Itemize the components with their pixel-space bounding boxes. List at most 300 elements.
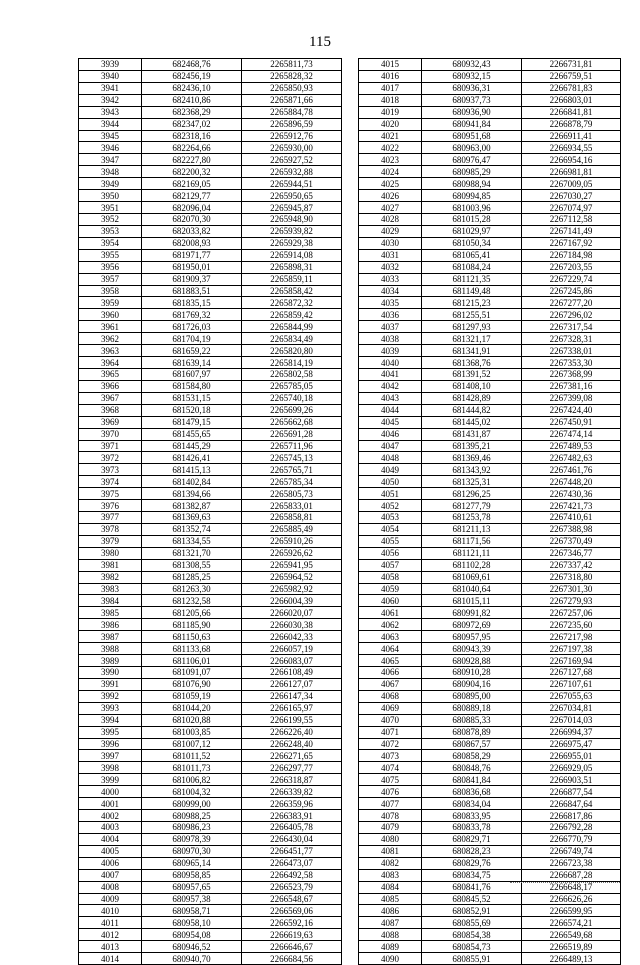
point-number-cell: 3990 bbox=[79, 667, 142, 679]
x-coordinate-cell: 681076,90 bbox=[142, 678, 242, 690]
table-row bbox=[359, 345, 621, 357]
table-row bbox=[79, 810, 342, 822]
table-row bbox=[79, 368, 342, 380]
y-coordinate-cell: 2266954,16 bbox=[522, 154, 621, 166]
y-coordinate-cell: 2266911,41 bbox=[522, 130, 621, 142]
table-row bbox=[359, 452, 621, 464]
table-row bbox=[79, 464, 342, 476]
table-row bbox=[79, 249, 342, 261]
point-number-cell: 3954 bbox=[79, 237, 142, 249]
table-row bbox=[79, 213, 342, 225]
table-row bbox=[359, 583, 621, 595]
point-number-cell: 4071 bbox=[359, 726, 422, 738]
x-coordinate-cell: 680829,76 bbox=[422, 857, 522, 869]
y-coordinate-cell: 2267055,63 bbox=[522, 690, 621, 702]
x-coordinate-cell: 681040,64 bbox=[422, 583, 522, 595]
point-number-cell: 4006 bbox=[79, 857, 142, 869]
y-coordinate-cell: 2267112,58 bbox=[522, 213, 621, 225]
table-row bbox=[359, 428, 621, 440]
table-row bbox=[79, 929, 342, 941]
table-row bbox=[359, 261, 621, 273]
x-coordinate-cell: 680957,65 bbox=[142, 881, 242, 893]
y-coordinate-cell: 2267461,76 bbox=[522, 464, 621, 476]
y-coordinate-cell: 2267337,42 bbox=[522, 559, 621, 571]
table-row bbox=[79, 476, 342, 488]
table-row bbox=[359, 905, 621, 917]
x-coordinate-cell: 680834,75 bbox=[422, 869, 522, 881]
point-number-cell: 4085 bbox=[359, 893, 422, 905]
x-coordinate-cell: 681044,20 bbox=[142, 702, 242, 714]
y-coordinate-cell: 2267074,97 bbox=[522, 202, 621, 214]
point-number-cell: 3981 bbox=[79, 559, 142, 571]
point-number-cell: 3986 bbox=[79, 619, 142, 631]
x-coordinate-cell: 681263,30 bbox=[142, 583, 242, 595]
x-coordinate-cell: 681402,84 bbox=[142, 476, 242, 488]
x-coordinate-cell: 681835,15 bbox=[142, 297, 242, 309]
x-coordinate-cell: 680852,91 bbox=[422, 905, 522, 917]
y-coordinate-cell: 2266592,16 bbox=[242, 917, 342, 929]
table-row bbox=[359, 643, 621, 655]
y-coordinate-cell: 2265834,49 bbox=[242, 333, 342, 345]
y-coordinate-cell: 2267184,98 bbox=[522, 249, 621, 261]
x-coordinate-cell: 681479,15 bbox=[142, 416, 242, 428]
x-coordinate-cell: 680828,23 bbox=[422, 845, 522, 857]
table-row bbox=[359, 273, 621, 285]
table-row bbox=[79, 547, 342, 559]
point-number-cell: 4046 bbox=[359, 428, 422, 440]
y-coordinate-cell: 2267388,98 bbox=[522, 523, 621, 535]
table-row bbox=[359, 559, 621, 571]
point-number-cell: 4074 bbox=[359, 762, 422, 774]
y-coordinate-cell: 2267127,68 bbox=[522, 667, 621, 679]
point-number-cell: 3996 bbox=[79, 738, 142, 750]
y-coordinate-cell: 2266451,77 bbox=[242, 845, 342, 857]
x-coordinate-cell: 680928,88 bbox=[422, 655, 522, 667]
point-number-cell: 4057 bbox=[359, 559, 422, 571]
point-number-cell: 3973 bbox=[79, 464, 142, 476]
point-number-cell: 3985 bbox=[79, 607, 142, 619]
table-row bbox=[359, 285, 621, 297]
table-row bbox=[359, 786, 621, 798]
point-number-cell: 4025 bbox=[359, 178, 422, 190]
y-coordinate-cell: 2266127,07 bbox=[242, 678, 342, 690]
y-coordinate-cell: 2266549,68 bbox=[522, 929, 621, 941]
point-number-cell: 3939 bbox=[79, 59, 142, 71]
x-coordinate-cell: 681205,66 bbox=[142, 607, 242, 619]
x-coordinate-cell: 681015,11 bbox=[422, 595, 522, 607]
table-row bbox=[359, 822, 621, 834]
table-row bbox=[79, 953, 342, 965]
table-row bbox=[79, 726, 342, 738]
x-coordinate-cell: 681011,52 bbox=[142, 750, 242, 762]
table-row bbox=[79, 833, 342, 845]
y-coordinate-cell: 2266489,13 bbox=[522, 953, 621, 965]
y-coordinate-cell: 2265964,52 bbox=[242, 571, 342, 583]
y-coordinate-cell: 2266817,86 bbox=[522, 810, 621, 822]
table-row bbox=[79, 428, 342, 440]
table-row bbox=[359, 762, 621, 774]
y-coordinate-cell: 2265765,71 bbox=[242, 464, 342, 476]
coordinates-table-right bbox=[358, 58, 621, 965]
table-row bbox=[79, 452, 342, 464]
table-row bbox=[79, 607, 342, 619]
table-row bbox=[79, 917, 342, 929]
y-coordinate-cell: 2265930,00 bbox=[242, 142, 342, 154]
y-coordinate-cell: 2267030,27 bbox=[522, 190, 621, 202]
table-row bbox=[79, 690, 342, 702]
table-row bbox=[359, 118, 621, 130]
x-coordinate-cell: 681003,96 bbox=[422, 202, 522, 214]
x-coordinate-cell: 681011,73 bbox=[142, 762, 242, 774]
point-number-cell: 4013 bbox=[79, 941, 142, 953]
point-number-cell: 3979 bbox=[79, 535, 142, 547]
y-coordinate-cell: 2265929,38 bbox=[242, 237, 342, 249]
x-coordinate-cell: 680991,82 bbox=[422, 607, 522, 619]
x-coordinate-cell: 680957,95 bbox=[422, 631, 522, 643]
point-number-cell: 4026 bbox=[359, 190, 422, 202]
point-number-cell: 4044 bbox=[359, 404, 422, 416]
x-coordinate-cell: 681171,56 bbox=[422, 535, 522, 547]
y-coordinate-cell: 2267317,54 bbox=[522, 321, 621, 333]
y-coordinate-cell: 2265740,18 bbox=[242, 392, 342, 404]
table-row bbox=[359, 655, 621, 667]
point-number-cell: 4038 bbox=[359, 333, 422, 345]
y-coordinate-cell: 2267034,81 bbox=[522, 702, 621, 714]
point-number-cell: 3950 bbox=[79, 190, 142, 202]
table-row bbox=[359, 690, 621, 702]
table-row bbox=[359, 798, 621, 810]
x-coordinate-cell: 681415,13 bbox=[142, 464, 242, 476]
y-coordinate-cell: 2266687,28 bbox=[522, 869, 621, 881]
table-row bbox=[79, 130, 342, 142]
point-number-cell: 4069 bbox=[359, 702, 422, 714]
y-coordinate-cell: 2266841,81 bbox=[522, 106, 621, 118]
table-row bbox=[79, 345, 342, 357]
x-coordinate-cell: 682264,66 bbox=[142, 142, 242, 154]
x-coordinate-cell: 680937,73 bbox=[422, 94, 522, 106]
x-coordinate-cell: 681431,87 bbox=[422, 428, 522, 440]
y-coordinate-cell: 2265858,81 bbox=[242, 512, 342, 524]
x-coordinate-cell: 680943,39 bbox=[422, 643, 522, 655]
table-row bbox=[359, 750, 621, 762]
x-coordinate-cell: 681121,35 bbox=[422, 273, 522, 285]
y-coordinate-cell: 2265858,42 bbox=[242, 285, 342, 297]
point-number-cell: 4019 bbox=[359, 106, 422, 118]
table-row bbox=[79, 512, 342, 524]
point-number-cell: 4064 bbox=[359, 643, 422, 655]
point-number-cell: 4077 bbox=[359, 798, 422, 810]
y-coordinate-cell: 2267301,30 bbox=[522, 583, 621, 595]
y-coordinate-cell: 2267197,38 bbox=[522, 643, 621, 655]
y-coordinate-cell: 2266975,47 bbox=[522, 738, 621, 750]
x-coordinate-cell: 681391,52 bbox=[422, 368, 522, 380]
y-coordinate-cell: 2267430,36 bbox=[522, 488, 621, 500]
point-number-cell: 4067 bbox=[359, 678, 422, 690]
table-row bbox=[359, 321, 621, 333]
point-number-cell: 3955 bbox=[79, 249, 142, 261]
table-row bbox=[79, 857, 342, 869]
table-row bbox=[359, 810, 621, 822]
x-coordinate-cell: 681020,88 bbox=[142, 714, 242, 726]
x-coordinate-cell: 680986,23 bbox=[142, 822, 242, 834]
y-coordinate-cell: 2267448,20 bbox=[522, 476, 621, 488]
y-coordinate-cell: 2266648,17 bbox=[522, 881, 621, 893]
x-coordinate-cell: 681029,97 bbox=[422, 225, 522, 237]
point-number-cell: 4022 bbox=[359, 142, 422, 154]
x-coordinate-cell: 681255,51 bbox=[422, 309, 522, 321]
x-coordinate-cell: 681883,51 bbox=[142, 285, 242, 297]
x-coordinate-cell: 680978,39 bbox=[142, 833, 242, 845]
x-coordinate-cell: 681352,74 bbox=[142, 523, 242, 535]
point-number-cell: 3983 bbox=[79, 583, 142, 595]
y-coordinate-cell: 2267381,16 bbox=[522, 380, 621, 392]
y-coordinate-cell: 2265927,52 bbox=[242, 154, 342, 166]
point-number-cell: 3967 bbox=[79, 392, 142, 404]
y-coordinate-cell: 2267141,49 bbox=[522, 225, 621, 237]
x-coordinate-cell: 680910,28 bbox=[422, 667, 522, 679]
point-number-cell: 3992 bbox=[79, 690, 142, 702]
point-number-cell: 4058 bbox=[359, 571, 422, 583]
point-number-cell: 4009 bbox=[79, 893, 142, 905]
point-number-cell: 3960 bbox=[79, 309, 142, 321]
point-number-cell: 3963 bbox=[79, 345, 142, 357]
y-coordinate-cell: 2265885,49 bbox=[242, 523, 342, 535]
y-coordinate-cell: 2266929,05 bbox=[522, 762, 621, 774]
x-coordinate-cell: 681285,25 bbox=[142, 571, 242, 583]
y-coordinate-cell: 2267410,61 bbox=[522, 512, 621, 524]
point-number-cell: 4050 bbox=[359, 476, 422, 488]
y-coordinate-cell: 2266770,79 bbox=[522, 833, 621, 845]
point-number-cell: 4017 bbox=[359, 82, 422, 94]
y-coordinate-cell: 2266934,55 bbox=[522, 142, 621, 154]
point-number-cell: 4052 bbox=[359, 500, 422, 512]
y-coordinate-cell: 2265912,76 bbox=[242, 130, 342, 142]
x-coordinate-cell: 680936,90 bbox=[422, 106, 522, 118]
y-coordinate-cell: 2266318,87 bbox=[242, 774, 342, 786]
x-coordinate-cell: 680834,04 bbox=[422, 798, 522, 810]
point-number-cell: 3975 bbox=[79, 488, 142, 500]
point-number-cell: 3987 bbox=[79, 631, 142, 643]
point-number-cell: 4063 bbox=[359, 631, 422, 643]
x-coordinate-cell: 680829,71 bbox=[422, 833, 522, 845]
x-coordinate-cell: 681445,29 bbox=[142, 440, 242, 452]
table-row bbox=[359, 392, 621, 404]
table-row bbox=[359, 833, 621, 845]
y-coordinate-cell: 2267235,60 bbox=[522, 619, 621, 631]
table-row bbox=[79, 750, 342, 762]
point-number-cell: 3978 bbox=[79, 523, 142, 535]
y-coordinate-cell: 2267346,77 bbox=[522, 547, 621, 559]
point-number-cell: 3944 bbox=[79, 118, 142, 130]
y-coordinate-cell: 2266271,65 bbox=[242, 750, 342, 762]
x-coordinate-cell: 681185,90 bbox=[142, 619, 242, 631]
x-coordinate-cell: 681704,19 bbox=[142, 333, 242, 345]
point-number-cell: 4015 bbox=[359, 59, 422, 71]
table-row bbox=[79, 440, 342, 452]
y-coordinate-cell: 2266955,01 bbox=[522, 750, 621, 762]
point-number-cell: 3998 bbox=[79, 762, 142, 774]
x-coordinate-cell: 681394,66 bbox=[142, 488, 242, 500]
table-row bbox=[359, 917, 621, 929]
point-number-cell: 3982 bbox=[79, 571, 142, 583]
x-coordinate-cell: 681084,24 bbox=[422, 261, 522, 273]
table-row bbox=[359, 106, 621, 118]
point-number-cell: 4043 bbox=[359, 392, 422, 404]
table-row bbox=[359, 714, 621, 726]
table-row bbox=[79, 619, 342, 631]
point-number-cell: 4005 bbox=[79, 845, 142, 857]
table-row bbox=[79, 118, 342, 130]
x-coordinate-cell: 681277,79 bbox=[422, 500, 522, 512]
table-row bbox=[359, 845, 621, 857]
point-number-cell: 4088 bbox=[359, 929, 422, 941]
point-number-cell: 4012 bbox=[79, 929, 142, 941]
table-row bbox=[79, 59, 342, 71]
x-coordinate-cell: 681015,28 bbox=[422, 213, 522, 225]
y-coordinate-cell: 2266877,54 bbox=[522, 786, 621, 798]
x-coordinate-cell: 682347,02 bbox=[142, 118, 242, 130]
table-row bbox=[79, 392, 342, 404]
y-coordinate-cell: 2266749,74 bbox=[522, 845, 621, 857]
table-row bbox=[79, 225, 342, 237]
table-row bbox=[359, 738, 621, 750]
x-coordinate-cell: 681971,77 bbox=[142, 249, 242, 261]
table-row bbox=[359, 607, 621, 619]
footer-dotted-rule bbox=[510, 882, 620, 883]
point-number-cell: 3984 bbox=[79, 595, 142, 607]
x-coordinate-cell: 680988,25 bbox=[142, 810, 242, 822]
y-coordinate-cell: 2267370,49 bbox=[522, 535, 621, 547]
x-coordinate-cell: 680976,47 bbox=[422, 154, 522, 166]
table-row bbox=[359, 225, 621, 237]
point-number-cell: 4060 bbox=[359, 595, 422, 607]
point-number-cell: 4040 bbox=[359, 357, 422, 369]
point-number-cell: 3988 bbox=[79, 643, 142, 655]
table-row bbox=[359, 237, 621, 249]
x-coordinate-cell: 681121,11 bbox=[422, 547, 522, 559]
table-row bbox=[79, 285, 342, 297]
x-coordinate-cell: 680854,38 bbox=[422, 929, 522, 941]
point-number-cell: 3999 bbox=[79, 774, 142, 786]
table-row bbox=[79, 905, 342, 917]
table-row bbox=[359, 59, 621, 71]
table-row bbox=[359, 213, 621, 225]
y-coordinate-cell: 2265844,99 bbox=[242, 321, 342, 333]
y-coordinate-cell: 2265944,51 bbox=[242, 178, 342, 190]
y-coordinate-cell: 2266405,78 bbox=[242, 822, 342, 834]
y-coordinate-cell: 2266574,21 bbox=[522, 917, 621, 929]
x-coordinate-cell: 680845,52 bbox=[422, 893, 522, 905]
point-number-cell: 4034 bbox=[359, 285, 422, 297]
table-row bbox=[79, 202, 342, 214]
y-coordinate-cell: 2265699,26 bbox=[242, 404, 342, 416]
table-row bbox=[359, 202, 621, 214]
x-coordinate-cell: 680958,85 bbox=[142, 869, 242, 881]
table-row bbox=[359, 416, 621, 428]
y-coordinate-cell: 2266339,82 bbox=[242, 786, 342, 798]
x-coordinate-cell: 681408,10 bbox=[422, 380, 522, 392]
x-coordinate-cell: 682070,30 bbox=[142, 213, 242, 225]
point-number-cell: 3959 bbox=[79, 297, 142, 309]
table-row bbox=[79, 523, 342, 535]
x-coordinate-cell: 680889,18 bbox=[422, 702, 522, 714]
point-number-cell: 3976 bbox=[79, 500, 142, 512]
point-number-cell: 4076 bbox=[359, 786, 422, 798]
x-coordinate-cell: 682368,29 bbox=[142, 106, 242, 118]
y-coordinate-cell: 2266792,28 bbox=[522, 822, 621, 834]
y-coordinate-cell: 2267424,40 bbox=[522, 404, 621, 416]
x-coordinate-cell: 681106,01 bbox=[142, 655, 242, 667]
y-coordinate-cell: 2265910,26 bbox=[242, 535, 342, 547]
y-coordinate-cell: 2267229,74 bbox=[522, 273, 621, 285]
y-coordinate-cell: 2265982,92 bbox=[242, 583, 342, 595]
point-number-cell: 4032 bbox=[359, 261, 422, 273]
point-number-cell: 4021 bbox=[359, 130, 422, 142]
x-coordinate-cell: 681531,15 bbox=[142, 392, 242, 404]
table-row bbox=[359, 512, 621, 524]
point-number-cell: 3994 bbox=[79, 714, 142, 726]
x-coordinate-cell: 682200,32 bbox=[142, 166, 242, 178]
table-row bbox=[79, 595, 342, 607]
x-coordinate-cell: 682096,04 bbox=[142, 202, 242, 214]
y-coordinate-cell: 2266878,79 bbox=[522, 118, 621, 130]
y-coordinate-cell: 2267482,63 bbox=[522, 452, 621, 464]
x-coordinate-cell: 681321,17 bbox=[422, 333, 522, 345]
y-coordinate-cell: 2265859,42 bbox=[242, 309, 342, 321]
point-number-cell: 3970 bbox=[79, 428, 142, 440]
table-row bbox=[359, 488, 621, 500]
x-coordinate-cell: 680885,33 bbox=[422, 714, 522, 726]
x-coordinate-cell: 681296,25 bbox=[422, 488, 522, 500]
y-coordinate-cell: 2267203,55 bbox=[522, 261, 621, 273]
x-coordinate-cell: 681050,34 bbox=[422, 237, 522, 249]
y-coordinate-cell: 2266523,79 bbox=[242, 881, 342, 893]
point-number-cell: 3952 bbox=[79, 213, 142, 225]
y-coordinate-cell: 2267257,06 bbox=[522, 607, 621, 619]
table-row bbox=[79, 404, 342, 416]
point-number-cell: 4027 bbox=[359, 202, 422, 214]
y-coordinate-cell: 2266383,91 bbox=[242, 810, 342, 822]
x-coordinate-cell: 680841,76 bbox=[422, 881, 522, 893]
y-coordinate-cell: 2266165,97 bbox=[242, 702, 342, 714]
point-number-cell: 4066 bbox=[359, 667, 422, 679]
point-number-cell: 4089 bbox=[359, 941, 422, 953]
x-coordinate-cell: 680855,69 bbox=[422, 917, 522, 929]
table-row bbox=[79, 941, 342, 953]
table-row bbox=[79, 667, 342, 679]
table-row bbox=[359, 678, 621, 690]
point-number-cell: 3974 bbox=[79, 476, 142, 488]
x-coordinate-cell: 680904,16 bbox=[422, 678, 522, 690]
table-row bbox=[79, 488, 342, 500]
point-number-cell: 3995 bbox=[79, 726, 142, 738]
table-row bbox=[79, 786, 342, 798]
y-coordinate-cell: 2266297,77 bbox=[242, 762, 342, 774]
table-row bbox=[359, 619, 621, 631]
point-number-cell: 4078 bbox=[359, 810, 422, 822]
y-coordinate-cell: 2265833,01 bbox=[242, 500, 342, 512]
y-coordinate-cell: 2267296,02 bbox=[522, 309, 621, 321]
point-number-cell: 4041 bbox=[359, 368, 422, 380]
x-coordinate-cell: 681369,46 bbox=[422, 452, 522, 464]
point-number-cell: 3953 bbox=[79, 225, 142, 237]
point-number-cell: 4080 bbox=[359, 833, 422, 845]
point-number-cell: 4008 bbox=[79, 881, 142, 893]
table-row bbox=[79, 702, 342, 714]
x-coordinate-cell: 681607,97 bbox=[142, 368, 242, 380]
x-coordinate-cell: 682129,77 bbox=[142, 190, 242, 202]
table-row bbox=[79, 106, 342, 118]
